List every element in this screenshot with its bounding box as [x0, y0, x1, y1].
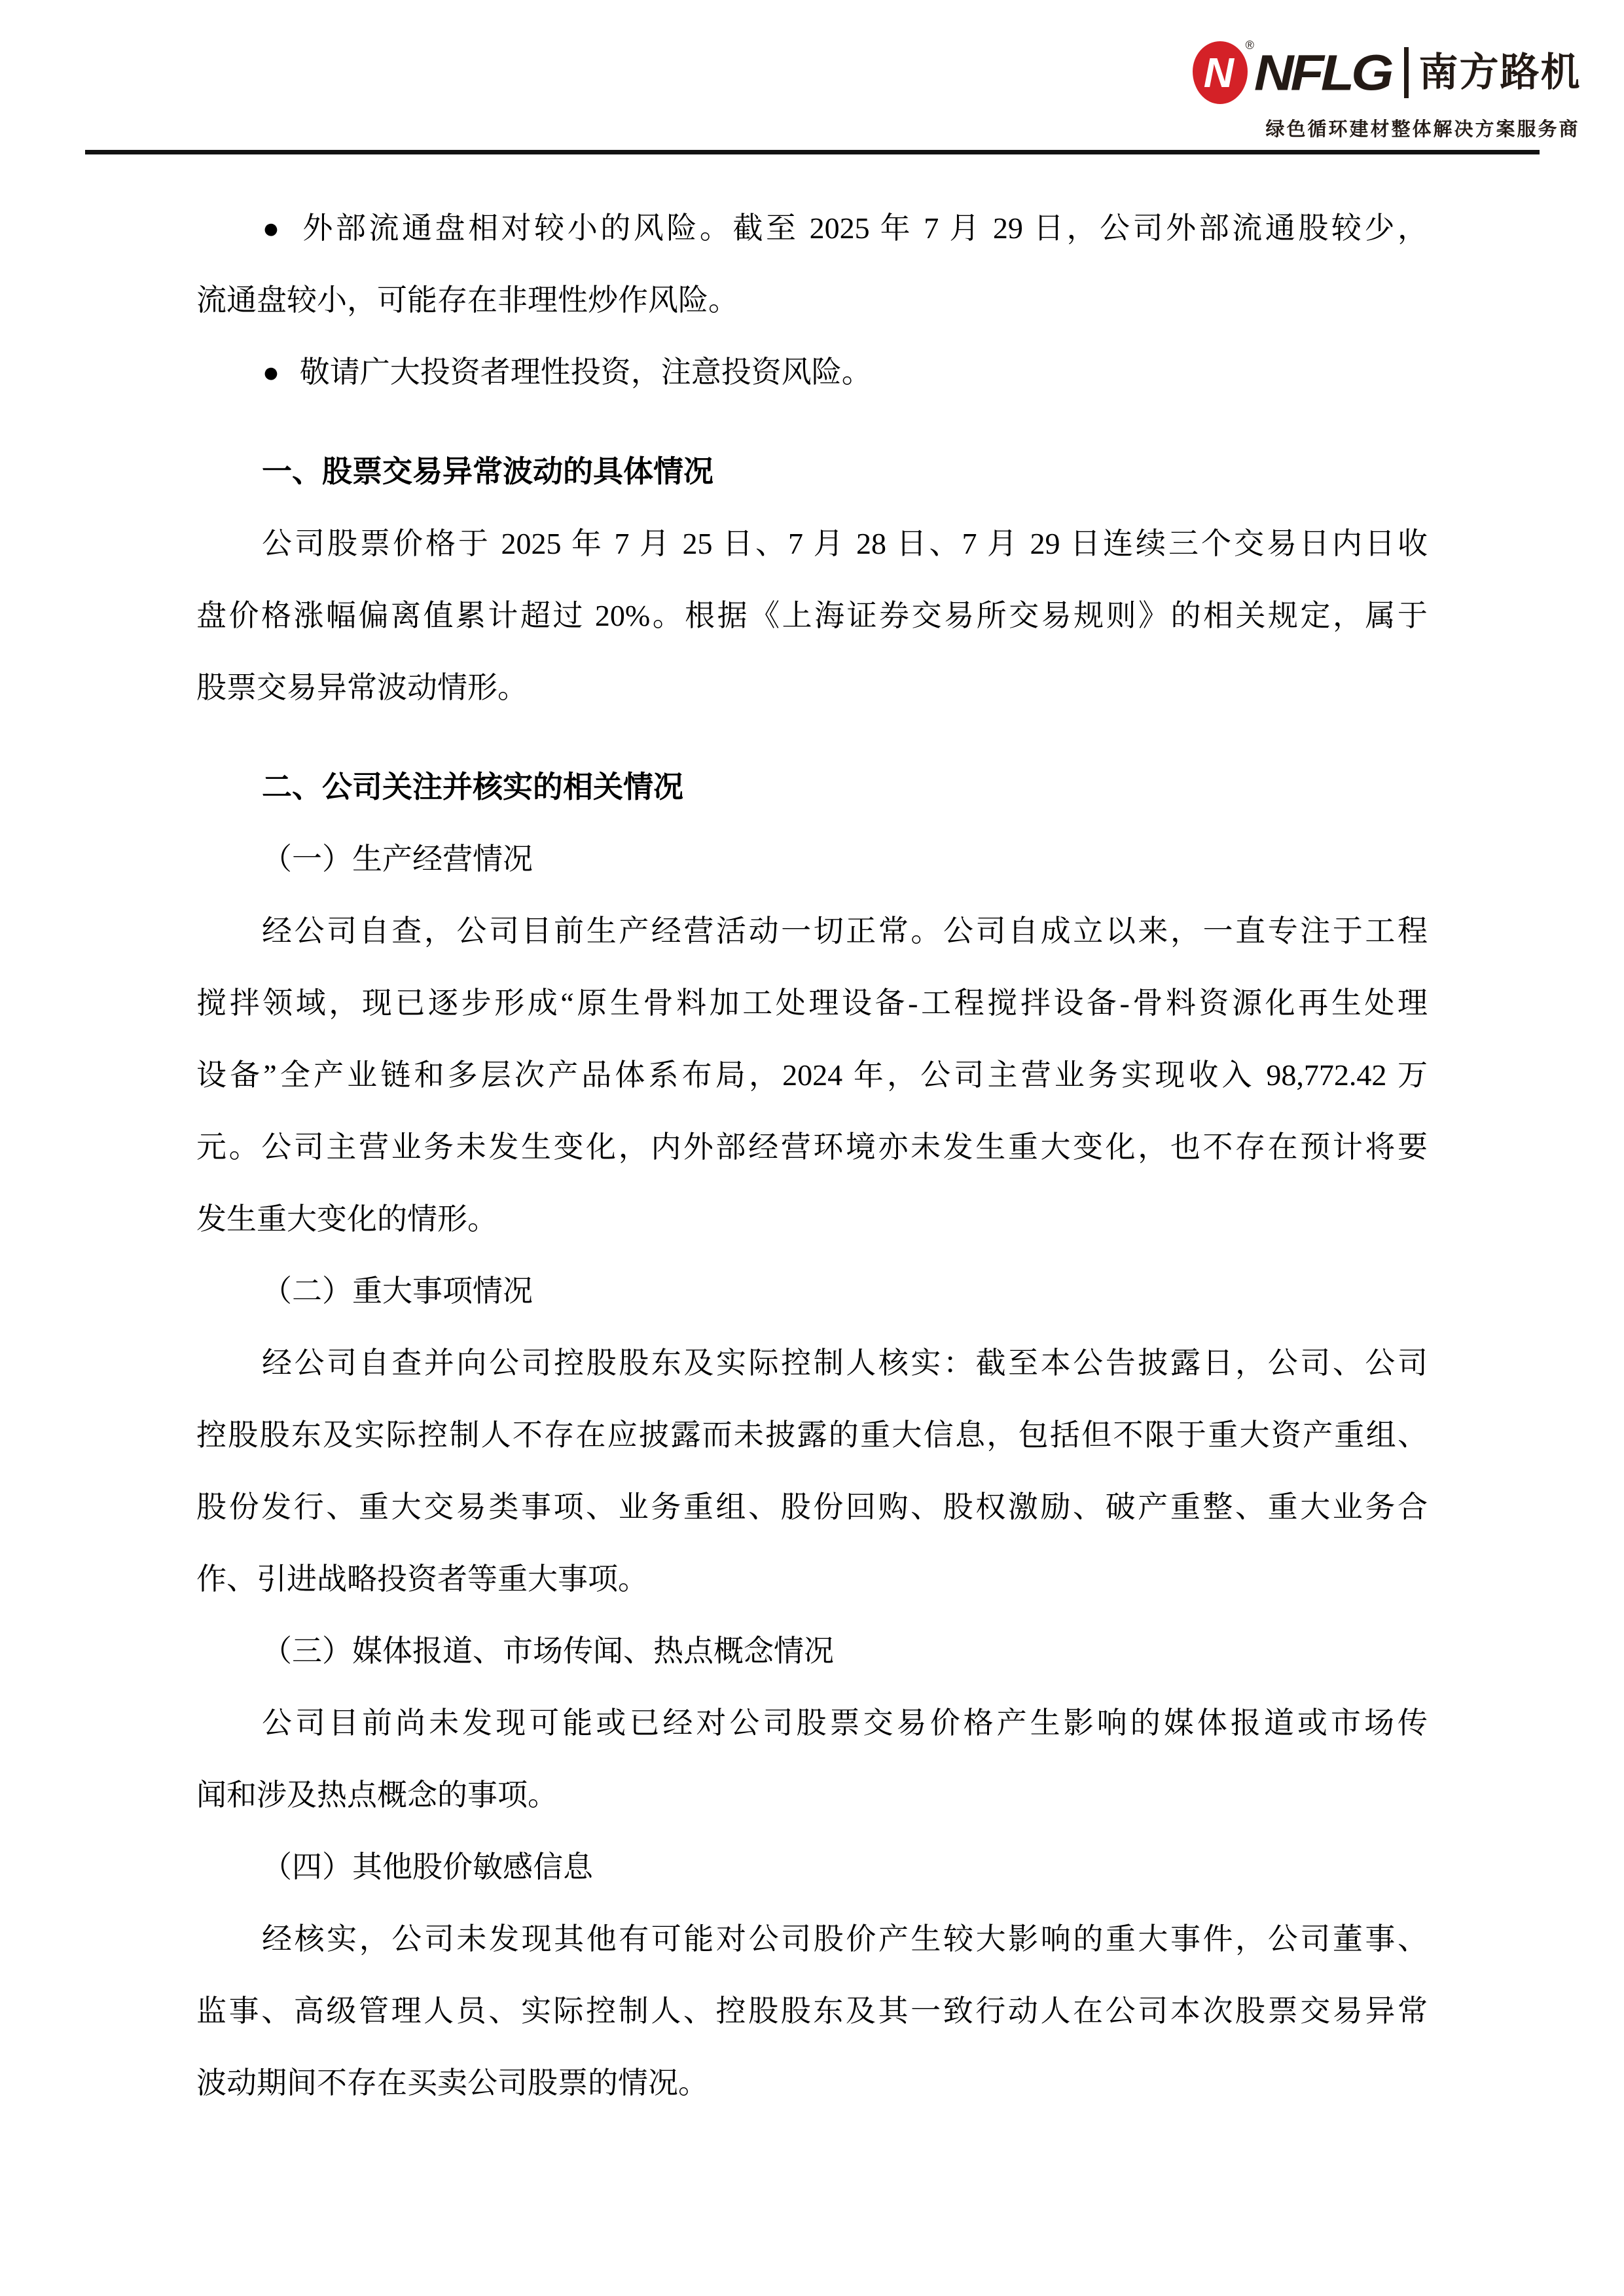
text-line: （二）重大事项情况 [262, 1274, 533, 1308]
bullet-item [196, 336, 1428, 408]
brand-name-cn: 南方路机 [1418, 50, 1581, 94]
brand-tagline: 绿色循环建材整体解决方案服务商 [1265, 119, 1580, 140]
text-line: 一、股票交易异常波动的具体情况 [262, 455, 713, 488]
text-line: 发生重大变化的情形。 [196, 1202, 497, 1236]
text-line: 监事、高级管理人员、实际控制人、控股股东及其一致行动人在公司本次股票交易异常 [196, 1994, 1428, 2028]
text-line: 搅拌领域，现已逐步形成“原生骨料加工处理设备-工程搅拌设备-骨料资源化再生处理 [196, 986, 1428, 1020]
company-logo [43, 34, 1581, 139]
paragraph [196, 1687, 1428, 1831]
text-line: （三）媒体报道、市场传闻、热点概念情况 [262, 1634, 834, 1668]
logo-row [1193, 34, 1581, 111]
bullet-icon: ● [262, 212, 280, 244]
text-line: 闻和涉及热点概念的事项。 [196, 1778, 558, 1812]
text-line: ● 敬请广大投资者理性投资，注意投资风险。 [196, 336, 1428, 408]
paragraph [196, 1903, 1428, 2119]
text-line: （一）生产经营情况 [262, 842, 533, 876]
sub-heading [196, 1831, 1428, 1903]
paragraph [196, 508, 1428, 724]
paragraph [196, 895, 1428, 1255]
sub-heading [196, 1615, 1428, 1687]
registered-trademark-icon: ® [1245, 39, 1254, 52]
document-body [196, 192, 1428, 2119]
text-line: 作、引进战略投资者等重大事项。 [196, 1562, 648, 1596]
text-line: 股份发行、重大交易类事项、业务重组、股份回购、股权激励、破产重整、重大业务合 [196, 1490, 1428, 1524]
section-heading [196, 751, 1428, 823]
text-line: 股票交易异常波动情形。 [196, 671, 528, 704]
text-line: 经公司自查并向公司控股股东及实际控制人核实：截至本公告披露日，公司、公司 [262, 1346, 1428, 1380]
section-heading [196, 436, 1428, 508]
text-line: 设备”全产业链和多层次产品体系布局，2024 年，公司主营业务实现收入 98,772.42 万 [196, 1058, 1428, 1092]
text-line: 盘价格涨幅偏离值累计超过 20%。根据《上海证券交易所交易规则》的相关规定，属于 [196, 599, 1428, 632]
logo-divider [1404, 47, 1409, 98]
nflg-emblem-icon [1193, 39, 1254, 104]
bullet-item [196, 192, 1428, 336]
text-line: 经核实，公司未发现其他有可能对公司股价产生较大影响的重大事件，公司董事、 [262, 1922, 1428, 1956]
text-line: 二、公司关注并核实的相关情况 [262, 770, 683, 804]
text-line: 控股股东及实际控制人不存在应披露而未披露的重大信息，包括但不限于重大资产重组、 [196, 1418, 1428, 1452]
text-line: 流通盘较小，可能存在非理性炒作风险。 [196, 283, 738, 317]
text-line: （四）其他股价敏感信息 [262, 1850, 593, 1884]
header-rule [85, 150, 1540, 154]
emblem-letter: N [1203, 49, 1234, 96]
text-line: 元。公司主营业务未发生变化，内外部经营环境亦未发生重大变化，也不存在预计将要 [196, 1130, 1428, 1164]
sub-heading [196, 1255, 1428, 1327]
text-line: 公司目前尚未发现可能或已经对公司股票交易价格产生影响的媒体报道或市场传 [262, 1706, 1428, 1740]
paragraph [196, 1327, 1428, 1615]
sub-heading [196, 823, 1428, 895]
text-line: 波动期间不存在买卖公司股票的情况。 [196, 2066, 708, 2100]
text-line: 公司股票价格于 2025 年 7 月 25 日、7 月 28 日、7 月 29 日连续三个交易日内日收 [262, 527, 1428, 560]
brand-acronym: NFLG [1254, 44, 1391, 101]
bullet-icon: ● [262, 356, 280, 388]
text-line: ● 外部流通盘相对较小的风险。截至 2025 年 7 月 29 日，公司外部流通股较少， [196, 192, 1428, 264]
page-header [0, 0, 1624, 154]
text-line: 经公司自查，公司目前生产经营活动一切正常。公司自成立以来，一直专注于工程 [262, 914, 1428, 948]
